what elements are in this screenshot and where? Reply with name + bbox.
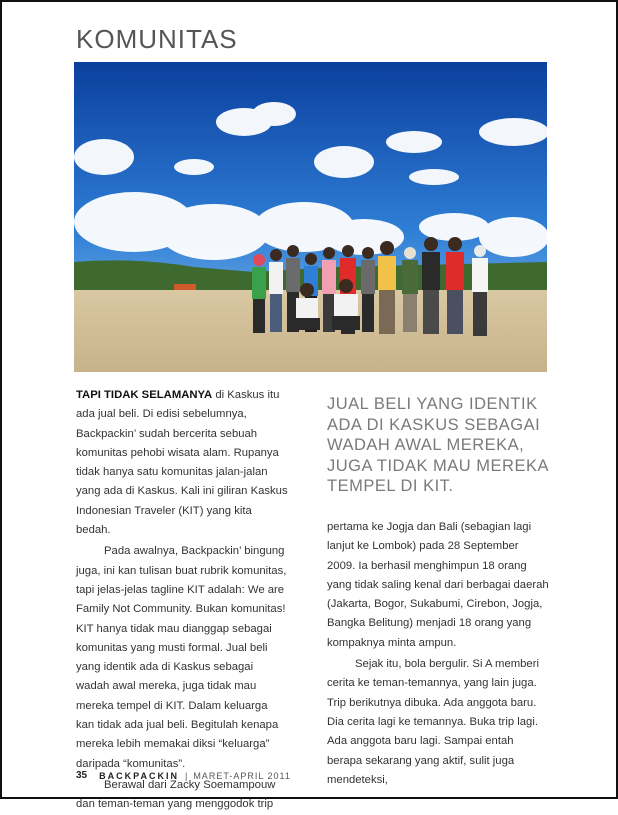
paragraph: pertama ke Jogja dan Bali (sebagian lagi lanjut ke Lombok) pada 28 September 2009. Ia berhasil menghimpun 18 orang yang tidak saling kenal dari berbagai daerah (Jakarta, Bogor, Sukabumi, Cirebon, Jogja, Bangka Belitung) menjadi 18 orang yang kompaknya minta ampun.	[327, 521, 549, 649]
issue-date: MARET-APRIL 2011	[193, 770, 291, 781]
pull-quote: JUAL BELI YANG IDENTIK ADA DI KASKUS SEBAGAI WADAH AWAL MEREKA, JUGA TIDAK MAU MEREKA TEMPEL DI KIT.	[327, 395, 549, 495]
group-photo	[74, 62, 547, 372]
page-footer	[76, 770, 291, 781]
article-left-column	[76, 386, 288, 815]
paragraph: Pada awalnya, Backpackin’ bingung juga, ini kan tulisan buat rubrik komunitas, tapi jelas-jelas tagline KIT adalah: We are Family Not Community. Bukan komunitas! KIT hanya tidak mau dianggap sebagai komunitas yang musti formal. Jual beli yang identik ada di Kaskus sebagai wadah awal mereka, juga tidak mau mereka tempel di KIT. Dalam keluarga kan tidak ada jual beli. Begitulah kenapa mereka lebih memakai diksi “keluarga” daripada “komunitas”.	[76, 545, 287, 770]
section-title: KOMUNITAS	[76, 24, 238, 54]
paragraph: Berawal dari Zacky Soemampouw dan teman-teman yang menggodok trip	[76, 778, 276, 811]
roof	[174, 284, 196, 290]
lead-in: TAPI TIDAK SELAMANYA	[76, 389, 213, 401]
paragraph: Sejak itu, bola bergulir. Si A memberi cerita ke teman-temannya, yang lain juga. Trip berikutnya dibuka. Ada anggota baru. Dia cerita lagi ke temannya. Buka trip lagi. Ada anggota baru lagi. Sampai entah berapa sekarang yang aktif, sulit juga mendeteksi,	[327, 658, 539, 786]
magazine-name: BACKPACKIN	[99, 770, 179, 781]
footer-separator: |	[184, 770, 188, 781]
article-right-column	[327, 518, 549, 790]
paragraph	[76, 386, 288, 540]
paragraph-text: di Kaskus itu ada jual beli. Di edisi sebelumnya, Backpackin’ sudah bercerita sebuah komunitas pehobi wisata alam. Rupanya tidak hanya satu komunitas jalan-jalan yang ada di Kaskus. Kali ini giliran Kaskus Indonesian Traveler (KIT) yang kita bedah.	[76, 389, 288, 537]
beach-group-photo-illustration	[74, 62, 547, 372]
page-number: 35	[76, 770, 88, 781]
